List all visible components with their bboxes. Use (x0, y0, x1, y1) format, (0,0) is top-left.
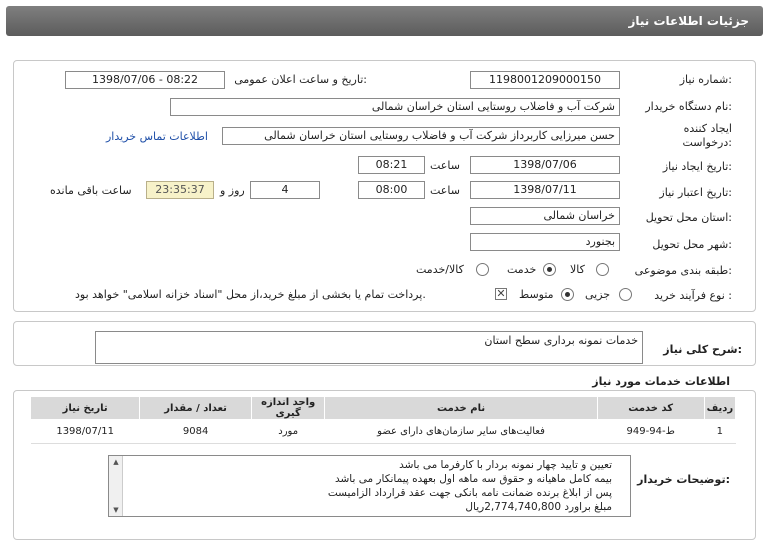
cell-unit: مورد (251, 420, 325, 444)
requester-field: حسن میرزایی کاربرداز شرکت آب و فاضلاب روستایی استان خراسان شمالی (222, 127, 620, 145)
need-number-label: شماره نیاز: (679, 73, 732, 86)
process-option-minor: جزیی (585, 288, 611, 301)
category-option-goods-service: کالا/خدمت (416, 263, 464, 276)
note-line-4: مبلغ براورد 2,774,740,800ریال (465, 501, 612, 513)
services-title: اطلاعات خدمات مورد نیاز (592, 375, 730, 388)
process-radio-minor[interactable] (619, 288, 632, 301)
cell-qty: 9084 (140, 420, 252, 444)
category-option-service: خدمت (507, 263, 537, 276)
created-time-label: ساعت (430, 159, 460, 172)
process-label: نوع فرآیند خرید : (654, 289, 732, 302)
scroll-up-icon[interactable]: ▲ (113, 458, 119, 466)
announce-datetime-label: تاریخ و ساعت اعلان عمومی: (234, 73, 367, 86)
note-line-2: بیمه کامل ماهیانه و حقوق سه ماهه اول بعهده پیمانکار می باشد (334, 473, 612, 485)
city-field: بجنورد (470, 233, 620, 251)
validity-time-label: ساعت (430, 184, 460, 197)
province-field: خراسان شمالی (470, 207, 620, 225)
category-radio-goods-service[interactable] (476, 263, 489, 276)
need-number-field: 1198001209000150 (470, 71, 620, 89)
days-label: روز و (220, 184, 245, 197)
col-name: نام خدمت (325, 397, 597, 420)
summary-field: خدمات نمونه برداری سطح استان (95, 331, 643, 364)
page-title: جزئیات اطلاعات نیاز (628, 14, 749, 28)
created-date-field: 1398/07/06 (470, 156, 620, 174)
created-date-label: تاریخ ایجاد نیاز: (662, 160, 732, 173)
col-code: کد خدمت (597, 397, 704, 420)
buyer-org-label: نام دستگاه خریدار: (645, 100, 732, 113)
validity-time-field: 08:00 (358, 181, 425, 199)
services-table (30, 396, 736, 444)
buyer-contact-link[interactable]: اطلاعات تماس خریدار (106, 130, 208, 143)
table-row (31, 420, 736, 444)
cell-row: 1 (704, 420, 735, 444)
process-option-medium: متوسط (519, 288, 554, 301)
category-label: طبقه بندی موضوعی: (634, 264, 732, 277)
page-header (6, 6, 763, 36)
validity-date-field: 1398/07/11 (470, 181, 620, 199)
announce-datetime-field: 1398/07/06 - 08:22 (65, 71, 225, 89)
cell-code: ط-94-949 (597, 420, 704, 444)
cell-date: 1398/07/11 (31, 420, 140, 444)
buyer-notes-textarea[interactable] (108, 455, 631, 517)
col-qty: تعداد / مقدار (140, 397, 252, 420)
col-unit: واحد اندازه گیری (251, 397, 325, 420)
treasury-checkbox[interactable]: ✕ (496, 287, 506, 300)
remaining-time-label: ساعت باقی مانده (50, 184, 132, 197)
category-option-goods: کالا (570, 263, 585, 276)
buyer-notes-label: توضیحات خریدار: (637, 473, 730, 486)
notes-scrollbar[interactable] (109, 456, 123, 516)
summary-label: شرح کلی نیاز: (663, 343, 742, 356)
requester-label-2: درخواست: (682, 136, 732, 149)
buyer-org-field: شرکت آب و فاضلاب روستایی استان خراسان شمالی (170, 98, 620, 116)
city-label: شهر محل تحویل: (652, 238, 732, 251)
col-date: تاریخ نیاز (31, 397, 140, 420)
col-row: ردیف (704, 397, 735, 420)
remaining-days-field: 4 (250, 181, 320, 199)
treasury-payment-note: پرداخت تمام یا بخشی از مبلغ خرید،از محل "اسناد خزانه اسلامی" خواهد بود. (75, 288, 426, 301)
note-line-3: پس از ابلاغ برنده ضمانت نامه بانکی جهت عقد قرارداد الزامیست (327, 487, 612, 499)
category-radio-service[interactable] (543, 263, 556, 276)
note-line-1: تعیین و تایید چهار نمونه بردار با کارفرما می باشد (399, 459, 612, 471)
scroll-down-icon[interactable]: ▼ (113, 506, 119, 514)
province-label: استان محل تحویل: (645, 211, 732, 224)
category-radio-goods[interactable] (596, 263, 609, 276)
cell-name: فعالیت‌های سایر سازمان‌های دارای عضو (325, 420, 597, 444)
requester-label-1: ایجاد کننده (683, 122, 732, 135)
created-time-field: 08:21 (358, 156, 425, 174)
process-radio-medium[interactable] (561, 288, 574, 301)
validity-date-label: تاریخ اعتبار نیاز: (659, 186, 732, 199)
remaining-time-field: 23:35:37 (146, 181, 214, 199)
